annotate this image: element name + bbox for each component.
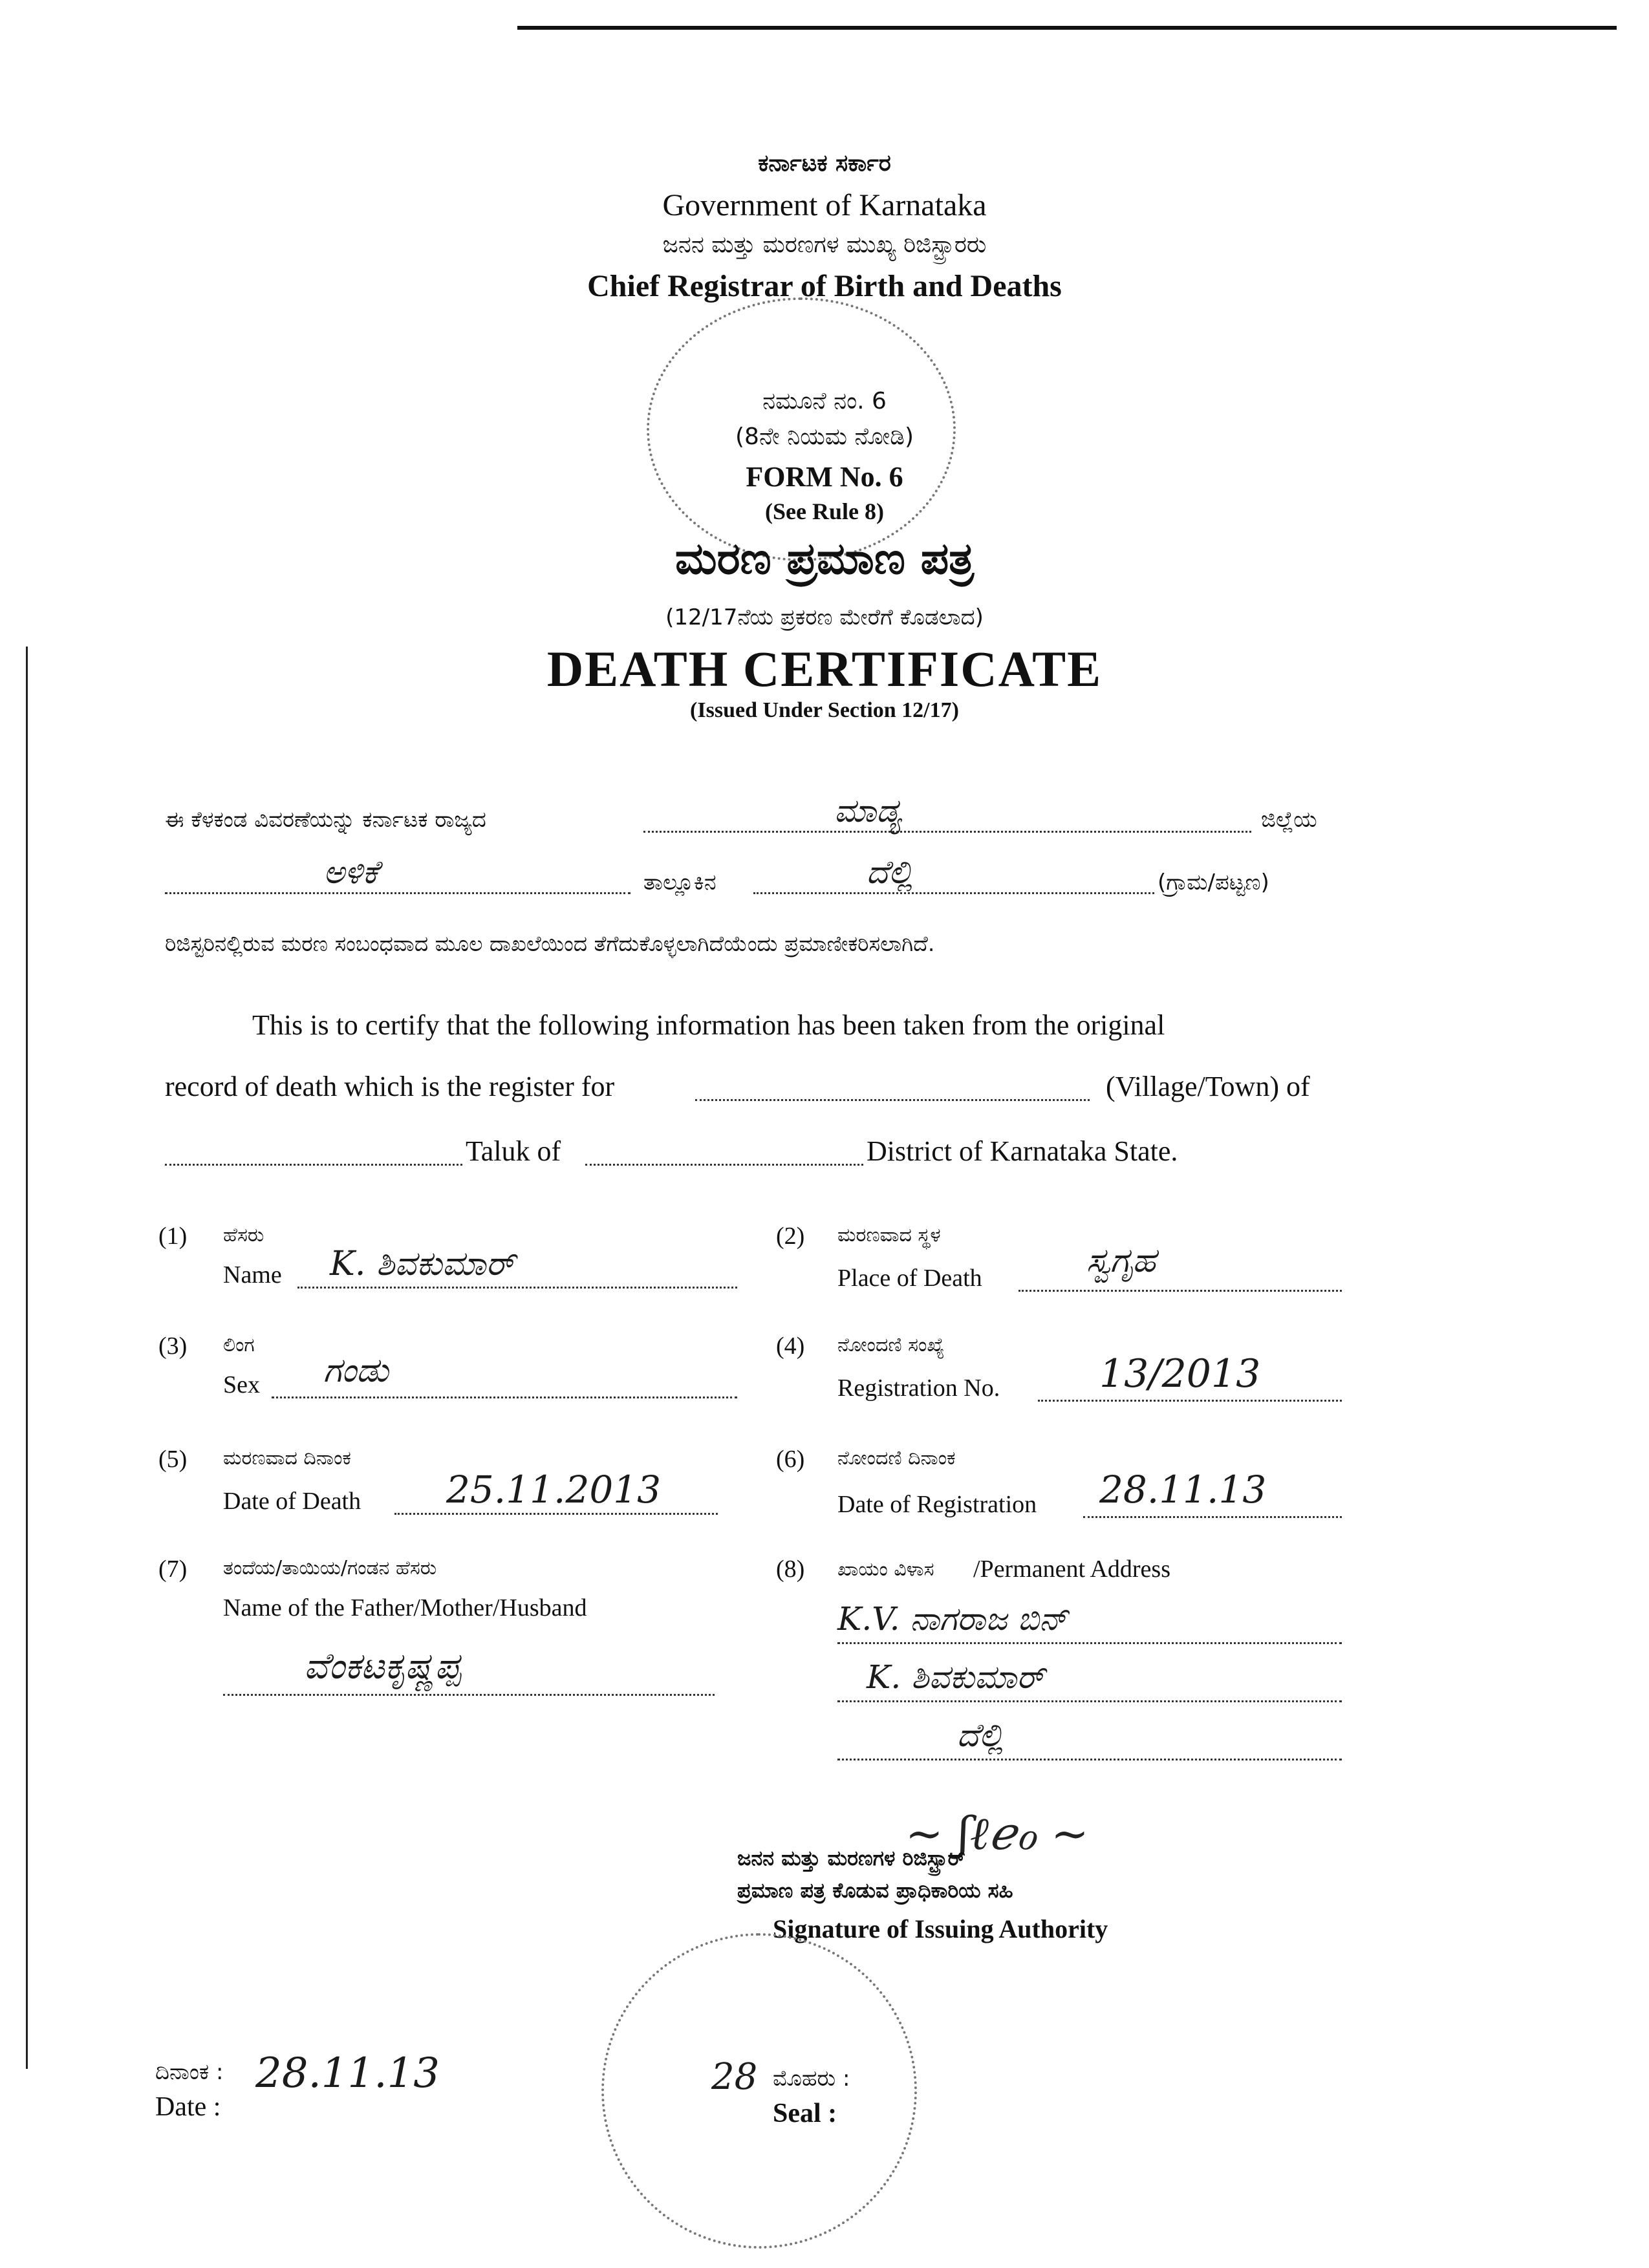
field-1-number: (1) [158, 1223, 188, 1250]
field-3-label: Sex [223, 1371, 260, 1398]
field-5-line [394, 1513, 718, 1515]
field-1-value: K. ಶಿವಕುಮಾರ್ [330, 1245, 515, 1283]
field-6-number: (6) [776, 1446, 805, 1473]
signature-kn-authority: ಪ್ರಮಾಣ ಪತ್ರ ಕೊಡುವ ಪ್ರಾಧಿಕಾರಿಯ ಸಹಿ [737, 1878, 1013, 1903]
field-8-value-line1: K.V. ನಾಗರಾಜ ಬಿನ್ [837, 1600, 1068, 1638]
en-para-line3-taluk: Taluk of [466, 1135, 561, 1167]
field-3-number: (3) [158, 1332, 188, 1360]
footer-kn-date: ದಿನಾಂಕ : [155, 2059, 224, 2085]
footer-seal-hw: 28 [711, 2056, 758, 2098]
en-para-line2-prefix: record of death which is the register for [165, 1071, 615, 1102]
header-en-registrar: Chief Registrar of Birth and Deaths [587, 269, 1062, 303]
field-6-value: 28.11.13 [1099, 1468, 1267, 1512]
field-4-number: (4) [776, 1332, 805, 1360]
field-5-value: 25.11.2013 [446, 1468, 662, 1512]
footer-seal-stamp [601, 1933, 917, 2249]
field-3-kn-label: ಲಿಂಗ [223, 1334, 255, 1356]
field-7-label: Name of the Father/Mother/Husband [223, 1594, 587, 1621]
field-5-kn-label: ಮರಣವಾದ ದಿನಾಂಕ [223, 1447, 351, 1470]
field-8-line-3 [837, 1759, 1342, 1760]
kn-para-line1-prefix: ಈ ಕೆಳಕಂಡ ವಿವರಣೆಯನ್ನು ಕರ್ನಾಟಕ ರಾಜ್ಯದ [165, 807, 486, 833]
field-8-number: (8) [776, 1556, 805, 1583]
field-4-value: 13/2013 [1099, 1351, 1261, 1396]
see-rule: (See Rule 8) [765, 498, 884, 524]
field-8-line-2 [837, 1700, 1342, 1702]
field-1-kn-label: ಹೆಸರು [223, 1224, 264, 1246]
signature-kn: ಜನನ ಮತ್ತು ಮರಣಗಳ ರಿಜಿಸ್ಟ್ರಾರ್ [737, 1846, 965, 1870]
footer-date-value: 28.11.13 [255, 2049, 440, 2097]
field-8-value-line3: ದೆಲ್ಲಿ [957, 1717, 1004, 1754]
kn-taluk-line [165, 892, 630, 894]
scan-edge-line [517, 26, 1617, 30]
header-kn-registrar: ಜನನ ಮತ್ತು ಮರಣಗಳ ಮುಖ್ಯ ರಿಜಿಸ್ಟ್ರಾರರು [662, 231, 987, 258]
footer-kn-seal: ಮೊಹರು : [773, 2066, 850, 2091]
field-8-line-1 [837, 1642, 1342, 1644]
field-8-kn-label: ಖಾಯಂ ವಿಳಾಸ [837, 1558, 934, 1581]
field-7-line [223, 1694, 715, 1696]
signature-scribble: ~ ʃℓℯℴ ~ [905, 1807, 1089, 1860]
en-district-line [585, 1164, 863, 1166]
left-margin-line [26, 647, 28, 2069]
field-2-number: (2) [776, 1223, 805, 1250]
field-2-kn-label: ಮರಣವಾದ ಸ್ಥಳ [837, 1224, 941, 1246]
kn-para-line2-mid: ತಾಲ್ಲೂಕಿನ [643, 870, 717, 895]
title-kn: ಮರಣ ಪ್ರಮಾಣ ಪತ್ರ [674, 533, 975, 584]
footer-en-seal: Seal : [773, 2099, 837, 2128]
form-number: FORM No. 6 [746, 461, 903, 493]
field-6-kn-label: ನೋಂದಣಿ ದಿನಾಂಕ [837, 1447, 956, 1470]
en-para-line3-district: District of Karnataka State. [867, 1135, 1178, 1167]
field-1-line [297, 1287, 737, 1289]
en-para-line2-suffix: (Village/Town) of [1106, 1071, 1310, 1102]
kn-village-value: ದೆಲ್ಲಿ [867, 853, 914, 891]
field-3-value: ಗಂಡು [323, 1351, 389, 1390]
field-3-line [272, 1396, 737, 1398]
kn-para-line1-suffix: ಜಿಲ್ಲೆಯ [1261, 807, 1317, 833]
header-kn-gov: ಕರ್ನಾಟಕ ಸರ್ಕಾರ [758, 150, 891, 177]
field-1-label: Name [223, 1261, 282, 1289]
kn-district-value: ಮಾಡ್ಯ [834, 792, 901, 829]
page-title: DEATH CERTIFICATE [546, 641, 1103, 697]
section-kn: (12/17ನೆಯ ಪ್ರಕರಣ ಮೇರೆಗೆ ಕೊಡಲಾದ) [665, 604, 984, 630]
field-5-label: Date of Death [223, 1488, 361, 1515]
kn-para-line2-suffix: (ಗ್ರಾಮ/ಪಟ್ಟಣ) [1158, 870, 1269, 895]
field-6-label: Date of Registration [837, 1491, 1037, 1518]
page-subtitle: (Issued Under Section 12/17) [690, 698, 959, 722]
field-6-line [1083, 1516, 1342, 1518]
header-en-gov: Government of Karnataka [662, 188, 987, 222]
en-taluk-line [165, 1164, 462, 1166]
field-2-line [1018, 1290, 1342, 1292]
signature-label: Signature of Issuing Authority [773, 1914, 1108, 1943]
footer-en-date: Date : [155, 2092, 221, 2122]
field-7-number: (7) [158, 1556, 188, 1583]
field-8-value-line2: K. ಶಿವಕುಮಾರ್ [867, 1658, 1044, 1696]
field-7-kn-label: ತಂದೆಯ/ತಾಯಿಯ/ಗಂಡನ ಹೆಸರು [223, 1557, 437, 1579]
field-7-value: ವೆಂಕಟಕೃಷ್ಣಪ್ಪ [304, 1645, 461, 1687]
field-2-label: Place of Death [837, 1265, 982, 1292]
en-village-line [695, 1099, 1090, 1101]
kn-taluk-value: ಅಳಿಕೆ [323, 853, 378, 891]
field-8-label: /Permanent Address [973, 1556, 1171, 1583]
field-2-value: ಸ್ವಗೃಹ [1086, 1241, 1156, 1280]
rule-kn: (8ನೇ ನಿಯಮ ನೋಡಿ) [735, 423, 914, 450]
field-5-number: (5) [158, 1446, 188, 1473]
en-para-line1: This is to certify that the following information has been taken from the original [252, 1009, 1165, 1041]
kn-district-line [643, 831, 1251, 833]
kn-village-line [753, 892, 1154, 894]
field-4-line [1038, 1400, 1342, 1402]
kn-para-line3: ರಿಜಿಸ್ಟರಿನಲ್ಲಿರುವ ಮರಣ ಸಂಬಂಧವಾದ ಮೂಲ ದಾಖಲೆಯಿಂದ ತೆಗೆದುಕೊಳ್ಳಲಾಗಿದೆಯೆಂದು ಪ್ರಮಾಣೀಕರಿಸಲಾಗಿದೆ. [165, 931, 935, 956]
field-4-label: Registration No. [837, 1375, 1000, 1402]
form-kn: ನಮೂನೆ ನಂ. 6 [762, 388, 887, 414]
field-4-kn-label: ನೋಂದಣಿ ಸಂಖ್ಯೆ [837, 1334, 945, 1356]
